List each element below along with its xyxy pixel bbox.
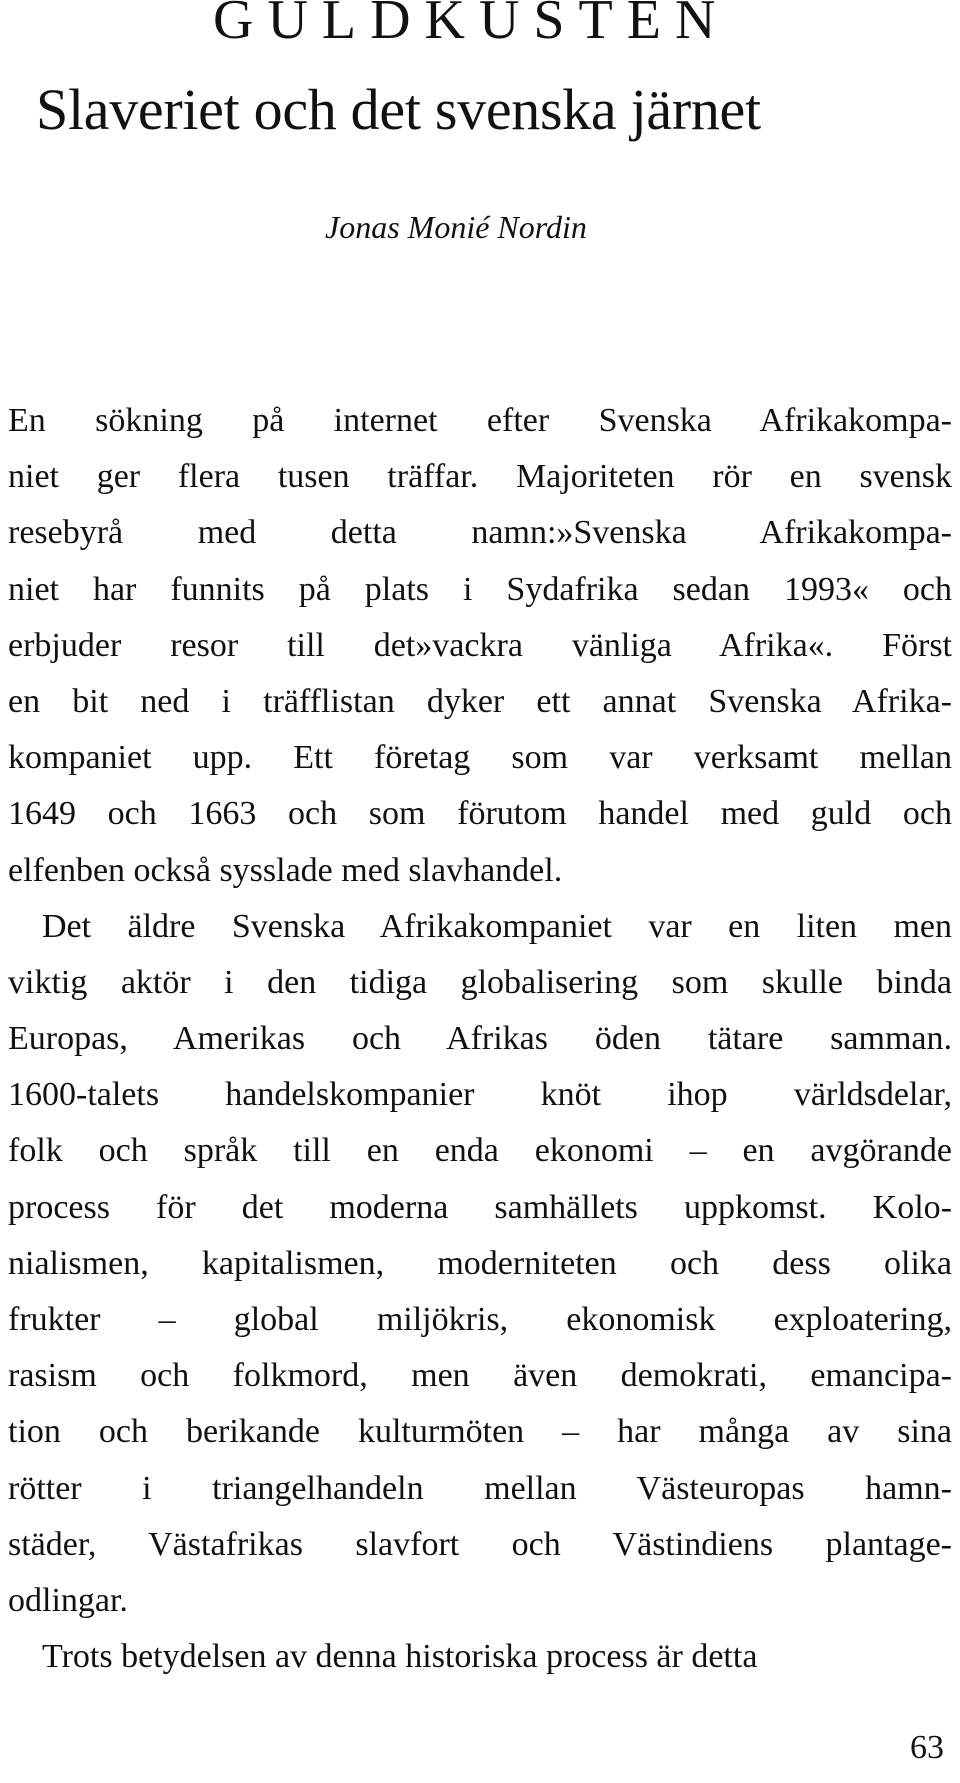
text-line: kompaniet upp. Ett företag som var verksamt mellan — [8, 739, 952, 777]
paragraph — [8, 393, 952, 899]
text-line: viktig aktör i den tidiga globalisering som skulle binda — [8, 963, 952, 1001]
text-line: process för det moderna samhällets uppkomst. Kolo- — [8, 1188, 952, 1226]
paragraph — [8, 1629, 952, 1685]
text-line: städer, Västafrikas slavfort och Västindiens plantage- — [8, 1525, 952, 1563]
paragraph — [8, 899, 952, 1629]
text-line: 1600-talets handelskompanier knöt ihop världsdelar, — [8, 1076, 952, 1114]
text-line: nialismen, kapitalismen, moderniteten och dess olika — [8, 1244, 952, 1282]
body-text — [8, 393, 952, 1685]
text-line: erbjuder resor till det»vackra vänliga Afrika«. Först — [8, 626, 952, 664]
text-line: niet har funnits på plats i Sydafrika sedan 1993« och — [8, 570, 952, 608]
chapter-kicker: GULDKUSTEN — [213, 0, 730, 51]
page-number: 63 — [910, 1729, 944, 1766]
text-line: Europas, Amerikas och Afrikas öden tätare samman. — [8, 1020, 952, 1058]
text-line: en bit ned i träfflistan dyker ett annat Svenska Afrika- — [8, 682, 952, 720]
text-line: 1649 och 1663 och som förutom handel med guld och — [8, 795, 952, 833]
text-line: Det äldre Svenska Afrikakompaniet var en liten men — [42, 907, 952, 945]
text-line: folk och språk till en enda ekonomi – en avgörande — [8, 1132, 952, 1170]
text-line: rasism och folkmord, men även demokrati, emancipa- — [8, 1357, 952, 1395]
text-line: Trots betydelsen av denna historiska process är detta — [42, 1638, 758, 1676]
text-line: odlingar. — [8, 1581, 128, 1619]
text-line: niet ger flera tusen träffar. Majoriteten rör en svensk — [8, 458, 952, 496]
text-line: resebyrå med detta namn:»Svenska Afrikakompa- — [8, 514, 952, 552]
text-line: En sökning på internet efter Svenska Afrikakompa- — [8, 402, 952, 439]
text-line: tion och berikande kulturmöten – har många av sina — [8, 1413, 952, 1451]
text-line: elfenben också sysslade med slavhandel. — [8, 851, 563, 889]
chapter-title: Slaveriet och det svenska järnet — [36, 77, 761, 142]
text-line: frukter – global miljökris, ekonomisk exploatering, — [8, 1301, 952, 1338]
author-name: Jonas Monié Nordin — [325, 209, 587, 245]
text-line: rötter i triangelhandeln mellan Västeuropas hamn- — [8, 1469, 952, 1507]
